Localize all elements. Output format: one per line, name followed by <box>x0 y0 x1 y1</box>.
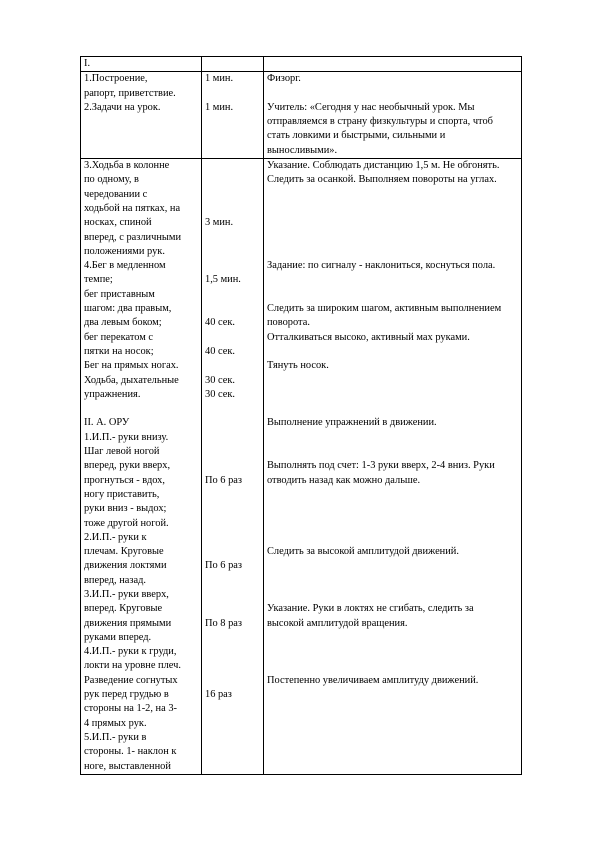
dosage-line: По 8 раз <box>205 617 243 629</box>
notes-line: Отталкиваться высоко, активный мах руками. <box>267 331 470 343</box>
notes-line: Следить за широким шагом, активным выполнением <box>267 303 502 315</box>
notes-line: отправляемся в страну физкультуры и спорта, чтоб <box>267 116 493 128</box>
dosage-line: 1,5 мин. <box>205 274 241 286</box>
table-row <box>81 72 522 159</box>
exercise-line: 3.Ходьба в колонне <box>84 160 170 172</box>
dosage-line: 1 мин. <box>205 73 234 85</box>
exercise-line: 3.И.П.- руки вверх, <box>84 588 169 600</box>
notes-line: высокой амплитудой вращения. <box>267 617 408 629</box>
empty-cell <box>202 57 264 72</box>
empty-cell <box>264 57 522 72</box>
lesson-plan-table <box>80 56 522 775</box>
notes-line: Задание: по сигналу - наклониться, коснуться пола. <box>267 260 496 272</box>
exercise-line: носках, спиной <box>84 217 152 229</box>
notes-line: Следить за осанкой. Выполняем повороты на углах. <box>267 174 497 186</box>
dosage-line: 16 раз <box>205 689 232 701</box>
notes-line: стать ловкими и быстрыми, сильными и <box>267 130 446 142</box>
exercise-line: ходьбой на пятках, на <box>84 202 181 214</box>
exercise-line: пятки на носок; <box>84 345 154 357</box>
exercise-line: вперед, руки вверх, <box>84 460 171 472</box>
exercise-line: рапорт, приветствие. <box>84 87 176 99</box>
exercise-line: стороны. 1- наклон к <box>84 746 177 758</box>
exercise-line: бег приставным <box>84 288 155 300</box>
dosage-line: 3 мин. <box>205 217 234 229</box>
exercise-line: локти на уровне плеч. <box>84 660 181 672</box>
exercise-line: упражнения. <box>84 388 141 400</box>
exercise-cell <box>81 159 202 775</box>
exercise-line: движения прямыми <box>84 617 172 629</box>
exercise-line: положениями рук. <box>84 245 165 257</box>
table-header-row <box>81 57 522 72</box>
notes-line: Тянуть носок. <box>267 360 329 372</box>
notes-line: отводить назад как можно дальше. <box>267 474 421 486</box>
notes-line: Выполнять под счет: 1-3 руки вверх, 2-4 вниз. Руки <box>267 460 495 472</box>
exercise-line: 4.Бег в медленном <box>84 260 166 272</box>
exercise-line: Бег на прямых ногах. <box>84 360 179 372</box>
exercise-line: рук перед грудью в <box>84 689 169 701</box>
exercise-line: II. А. ОРУ <box>84 417 130 429</box>
notes-line: Указание. Соблюдать дистанцию 1,5 м. Не обгонять. <box>267 160 500 172</box>
dosage-line: По 6 раз <box>205 474 243 486</box>
exercise-line: бег перекатом с <box>84 331 154 343</box>
exercise-line: 5.И.П.- руки в <box>84 731 147 743</box>
notes-cell <box>264 159 522 775</box>
exercise-line: Разведение согнутых <box>84 674 178 686</box>
exercise-line: 4 прямых рук. <box>84 717 147 729</box>
table-row <box>81 159 522 775</box>
exercise-line: 1.И.П.- руки внизу. <box>84 431 169 443</box>
dosage-line: 1 мин. <box>205 101 234 113</box>
notes-line: Следить за высокой амплитудой движений. <box>267 546 459 558</box>
exercise-line: шагом: два правым, <box>84 303 172 315</box>
exercise-line: 2.Задачи на урок. <box>84 101 161 113</box>
exercise-line: плечам. Круговые <box>84 546 164 558</box>
exercise-line: 1.Построение, <box>84 73 148 85</box>
exercise-line: 4.И.П.- руки к груди, <box>84 646 177 658</box>
notes-line: Учитель: «Сегодня у нас необычный урок. Мы <box>267 101 475 113</box>
notes-line: поворота. <box>267 317 310 329</box>
exercise-cell <box>81 72 202 159</box>
dosage-line: 40 сек. <box>205 345 235 357</box>
exercise-line: тоже другой ногой. <box>84 517 169 529</box>
dosage-line: 30 сек. <box>205 388 235 400</box>
dosage-line: 30 сек. <box>205 374 235 386</box>
exercise-line: Шаг левой ногой <box>84 446 160 458</box>
notes-line: Указание. Руки в локтях не сгибать, следить за <box>267 603 474 615</box>
exercise-line: руки вниз - выдох; <box>84 503 167 515</box>
exercise-line: Ходьба, дыхательные <box>84 374 179 386</box>
exercise-line: вперед, с различными <box>84 231 182 243</box>
notes-line: Физорг. <box>267 73 301 85</box>
dosage-cell <box>202 72 264 159</box>
section-cell <box>81 57 202 72</box>
exercise-line: стороны на 1-2, на 3- <box>84 703 177 715</box>
notes-line: выносливыми». <box>267 144 338 156</box>
exercise-line: два левым боком; <box>84 317 162 329</box>
exercise-line: прогнуться - вдох, <box>84 474 165 486</box>
exercise-line: по одному, в <box>84 174 139 186</box>
exercise-line: ноге, выставленной <box>84 760 171 772</box>
notes-cell <box>264 72 522 159</box>
exercise-line: ногу приставить, <box>84 488 160 500</box>
exercise-line: вперед, назад. <box>84 574 147 586</box>
notes-line: Выполнение упражнений в движении. <box>267 417 437 429</box>
exercise-line: 2.И.П.- руки к <box>84 531 147 543</box>
dosage-line: По 6 раз <box>205 560 243 572</box>
exercise-line: чередовании с <box>84 188 148 200</box>
notes-line: Постепенно увеличиваем амплитуду движений. <box>267 674 479 686</box>
exercise-line: движения локтями <box>84 560 167 572</box>
exercise-line: вперед. Круговые <box>84 603 163 615</box>
dosage-cell <box>202 159 264 775</box>
section-number: I. <box>84 58 91 69</box>
exercise-line: темпе; <box>84 274 113 286</box>
dosage-line: 40 сек. <box>205 317 235 329</box>
exercise-line: руками вперед. <box>84 631 152 643</box>
